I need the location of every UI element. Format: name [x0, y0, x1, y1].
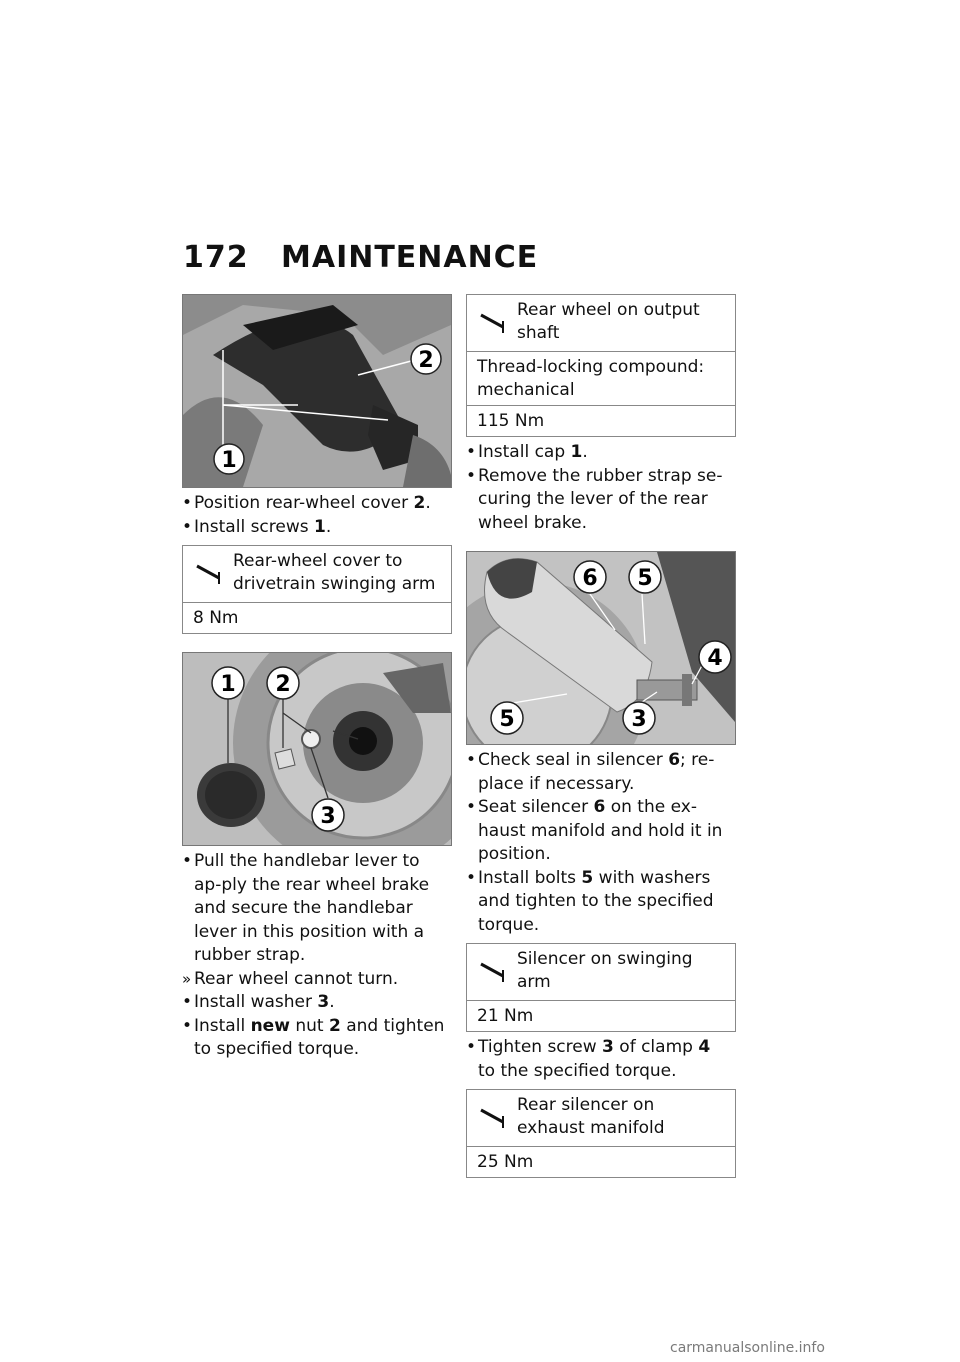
step-install-bolts: • Install bolts 5 with washers and tighten to the specified torque. — [466, 867, 736, 938]
spec-title: Rear silencer on exhaust manifold — [517, 1095, 665, 1138]
fig3-callout-6: 6 — [582, 566, 598, 591]
torque-spec-cover — [182, 545, 452, 634]
spec-value: 25 Nm — [477, 1152, 534, 1172]
step-remove-strap: • Remove the rubber strap se-curing the lever of the rear wheel brake. — [466, 465, 736, 536]
steps-wheel — [182, 850, 452, 1062]
left-column — [182, 294, 452, 1062]
steps-clamp — [466, 1036, 736, 1083]
spec-title: Rear-wheel cover to drivetrain swinging arm — [233, 551, 436, 594]
fig1-callout-2: 2 — [418, 348, 434, 373]
figure-silencer — [466, 551, 736, 745]
torque-wrench-icon — [479, 962, 511, 982]
spec-value: 8 Nm — [193, 608, 239, 628]
torque-spec-silencer — [466, 943, 736, 1032]
torque-wrench-icon — [479, 313, 511, 333]
right-column — [466, 294, 736, 1184]
steps-cover — [182, 492, 452, 539]
figure-rear-wheel-cover — [182, 294, 452, 488]
step-pull-lever: • Pull the handlebar lever to ap-ply the rear wheel brake and secure the handlebar lever in this position with a rubber strap. — [182, 850, 452, 968]
step-check-seal: • Check seal in silencer 6; re-place if necessary. — [466, 749, 736, 796]
step-position-cover: • Position rear-wheel cover 2. — [182, 492, 452, 516]
fig3-callout-4: 4 — [707, 646, 723, 671]
spec-compound: Thread-locking compound: mechanical — [467, 352, 735, 406]
step-tighten-screw: • Tighten screw 3 of clamp 4 to the specified torque. — [466, 1036, 736, 1083]
spec-value: 21 Nm — [477, 1006, 534, 1026]
torque-wrench-icon — [195, 564, 227, 584]
figure-wheel-hub — [182, 652, 452, 846]
step-seat-silencer: • Seat silencer 6 on the ex-haust manifold and hold it in position. — [466, 796, 736, 867]
watermark: carmanualsonline.info — [670, 1340, 825, 1356]
step-install-nut: • Install new nut 2 and tighten to specified torque. — [182, 1015, 452, 1062]
fig2-callout-1: 1 — [220, 672, 236, 697]
spec-title: Rear wheel on output shaft — [517, 300, 700, 343]
fig3-callout-5b: 5 — [499, 707, 515, 732]
torque-wrench-icon — [479, 1108, 511, 1128]
step-result: » Rear wheel cannot turn. — [182, 968, 452, 992]
fig3-callout-5: 5 — [637, 566, 653, 591]
torque-spec-wheel — [466, 294, 736, 437]
fig2-callout-2: 2 — [275, 672, 291, 697]
steps-silencer — [466, 749, 736, 937]
fig3-callout-3: 3 — [631, 707, 647, 732]
steps-cap — [466, 441, 736, 535]
fig1-callout-1: 1 — [221, 448, 237, 473]
step-install-washer: • Install washer 3. — [182, 991, 452, 1015]
torque-spec-exhaust — [466, 1089, 736, 1178]
fig2-callout-3: 3 — [320, 804, 336, 829]
page-header — [183, 240, 538, 275]
spec-value: 115 Nm — [477, 411, 545, 431]
step-install-screws: • Install screws 1. — [182, 516, 452, 540]
spec-title: Silencer on swinging arm — [517, 949, 693, 992]
page-number: 172 — [183, 240, 249, 275]
step-install-cap: • Install cap 1. — [466, 441, 736, 465]
section-title: MAINTENANCE — [281, 240, 539, 275]
